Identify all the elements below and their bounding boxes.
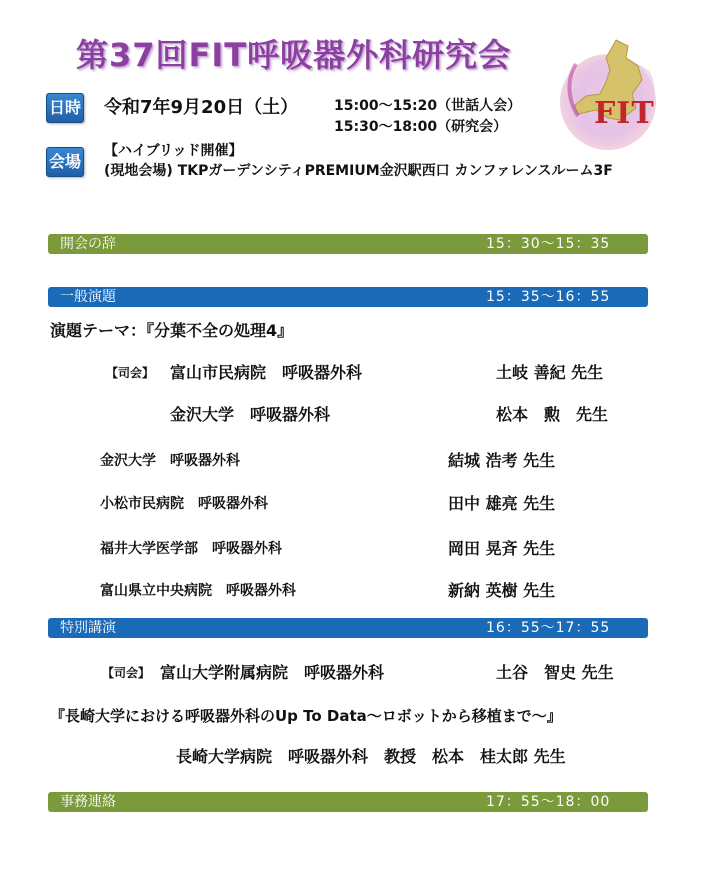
presenter-4-affil: 富山県立中央病院 呼吸器外科 xyxy=(100,583,296,599)
logo-text: FIT xyxy=(594,96,655,131)
hybrid-label: 【ハイブリッド開催】 xyxy=(104,143,243,159)
general-bar xyxy=(48,287,648,307)
opening-time: 15：30～15：35 xyxy=(486,236,611,252)
chair-2-name: 松本 勲 先生 xyxy=(496,405,609,424)
fit-logo-map-icon xyxy=(556,36,666,154)
presenter-2-affil: 小松市民病院 呼吸器外科 xyxy=(100,496,268,512)
business-bar xyxy=(48,792,648,812)
presenter-2-name: 田中 雄亮 先生 xyxy=(448,494,556,513)
date-tag: 日時 xyxy=(46,93,84,123)
opening-bar xyxy=(48,234,648,254)
presenter-1-affil: 金沢大学 呼吸器外科 xyxy=(100,453,240,469)
chair-1-name: 土岐 善紀 先生 xyxy=(496,363,604,382)
special-chair-label: 【司会】 xyxy=(102,666,151,680)
general-chair-label: 【司会】 xyxy=(106,366,155,380)
general-time: 15：35～16：55 xyxy=(486,289,611,305)
business-time: 17：55～18：00 xyxy=(486,794,611,810)
venue-name: (現地会場) TKPガーデンシティPREMIUM金沢駅西口 カンファレンスルーム3F xyxy=(104,163,613,179)
chair-2-affil: 金沢大学 呼吸器外科 xyxy=(170,405,331,424)
lecture-speaker: 長崎大学病院 呼吸器外科 教授 松本 桂太郎 先生 xyxy=(176,747,566,766)
presenter-3-name: 岡田 晃斉 先生 xyxy=(448,539,556,558)
time-meeting: 15:30～18:00（研究会） xyxy=(334,119,508,135)
special-chair-name: 土谷 智史 先生 xyxy=(496,663,614,682)
time-committee: 15:00～15:20（世話人会） xyxy=(334,98,522,114)
special-label: 特別講演 xyxy=(60,620,116,636)
opening-label: 開会の辞 xyxy=(60,236,116,252)
event-date: 令和7年9月20日（土） xyxy=(104,97,299,118)
presenter-4-name: 新納 英樹 先生 xyxy=(448,581,556,600)
presenter-3-affil: 福井大学医学部 呼吸器外科 xyxy=(100,541,282,557)
special-time: 16：55～17：55 xyxy=(486,620,611,636)
venue-tag: 会場 xyxy=(46,147,84,177)
presenter-1-name: 結城 浩考 先生 xyxy=(448,451,556,470)
special-bar xyxy=(48,618,648,638)
chair-1-affil: 富山市民病院 呼吸器外科 xyxy=(170,363,363,382)
fit-logo xyxy=(556,36,666,154)
special-chair-affil: 富山大学附属病院 呼吸器外科 xyxy=(160,663,385,682)
general-label: 一般演題 xyxy=(60,289,116,305)
lecture-title: 『長崎大学における呼吸器外科のUp To Data～ロボットから移植まで～』 xyxy=(50,707,562,725)
general-theme: 演題テーマ：『分葉不全の処理4』 xyxy=(50,321,294,340)
business-label: 事務連絡 xyxy=(60,794,116,810)
page-title: 第37回FIT呼吸器外科研究会 xyxy=(76,36,512,74)
